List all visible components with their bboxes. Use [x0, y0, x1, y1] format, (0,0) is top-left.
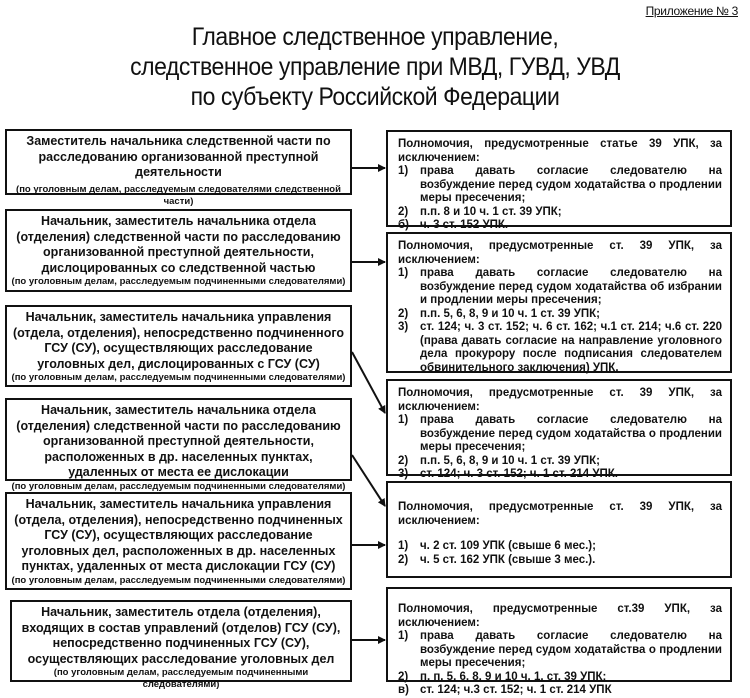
arrow-4	[352, 455, 385, 506]
position-note: (по уголовным делам, расследуемым подчиненными следователями)	[11, 372, 346, 383]
title-line-1: Главное следственное управление,	[191, 23, 559, 51]
powers-item: 2) п.п. 8 и 10 ч. 1 ст. 39 УПК;	[398, 205, 562, 218]
powers-item: 2) п. п. 5, 6, 8, 9 и 10 ч. 1, ст. 39 УПК;	[398, 670, 607, 683]
powers-head: Полномочия, предусмотренные ст.39 УПК, за исключением:	[398, 603, 722, 629]
powers-item: 1) права давать согласие следователю на возбуждение перед судом ходатайства о продлении меры пресечения;	[398, 165, 722, 204]
position-title: Начальник, заместитель начальника отдела (отделения) следственной части по расследованию организованной преступной деятельности, расположенных в др. населенных пунктах, удаленных от места ее дислокации	[16, 403, 341, 479]
powers-item: 3) ст. 124; ч. 3 ст. 152; ч. 1 ст. 214 УПК.	[398, 468, 618, 480]
powers-head: Полномочия, предусмотренные ст. 39 УПК, за исключением:	[398, 240, 722, 266]
powers-item: 1) права давать согласие следователю на возбуждение перед судом ходатайства об избрании и продлении меры пресечения;	[398, 267, 722, 306]
position-note: (по уголовным делам, расследуемым подчиненными следователями)	[11, 480, 346, 492]
position-note: (по уголовным делам, расследуемым следователями следственной части)	[16, 183, 341, 207]
appendix-label: Приложение № 3	[645, 4, 738, 18]
position-note: (по уголовным делам, расследуемым подчиненными следователями)	[11, 574, 346, 586]
powers-item: б) ч. 3 ст. 152 УПК.	[398, 219, 509, 231]
position-note: (по уголовным делам, расследуемым подчиненными следователями)	[11, 276, 346, 287]
title-line-3: по субъекту Российской Федерации	[190, 83, 560, 111]
powers-item: 2) п.п. 5, 6, 8, 9 и 10 ч. 1 ст. 39 УПК;	[398, 454, 600, 467]
position-title: Начальник, заместитель начальника управления (отдела, отделения), непосредственно подчиненного ГСУ (СУ), осуществляющих расследование уголовных дел, дислоцированных с ГСУ (СУ)	[12, 310, 345, 371]
position-title: Начальник, заместитель начальника отдела (отделения) следственной части по расследованию организованной преступной деятельности, дислоцированных со следственной частью	[16, 214, 341, 275]
position-title: Начальник, заместитель начальника управления (отдела, отделения), непосредственно подчиненных ГСУ (СУ), осуществляющих расследование уголовных дел, расположенных в др. населенных пунктах, удаленных от места дислокации ГСУ (СУ)	[14, 497, 343, 573]
powers-head: Полномочия, предусмотренные ст. 39 УПК, за исключением:	[398, 501, 722, 527]
powers-item: 1) ч. 2 ст. 109 УПК (свыше 6 мес.);	[398, 540, 596, 552]
position-note: (по уголовным делам, расследуемым подчиненными следователями)	[53, 667, 309, 690]
powers-item: 1) права давать согласие следователю на возбуждение перед судом ходатайства о продлении меры пресечения;	[398, 630, 722, 669]
powers-head: Полномочия, предусмотренные ст. 39 УПК, за исключением:	[398, 387, 722, 413]
position-title: Заместитель начальника следственной части по расследованию организованной преступной деятельности	[26, 134, 331, 179]
powers-item: 2) п.п. 5, 6, 8, 9 и 10 ч. 1 ст. 39 УПК;	[398, 307, 600, 320]
title-line-2: следственное управление при МВД, ГУВД, УВД	[130, 53, 620, 81]
powers-item: 2) ч. 5 ст. 162 УПК (свыше 3 мес.).	[398, 553, 596, 566]
arrow-3	[352, 352, 385, 413]
powers-head: Полномочия, предусмотренные статье 39 УПК, за исключением:	[398, 138, 722, 164]
position-title: Начальник, заместитель отдела (отделения), входящих в состав управлений (отделов) ГСУ (СУ), непосредственно подчиненных ГСУ (СУ), осуществляющих расследование уголовных дел	[21, 605, 341, 666]
powers-item: 3) ст. 124; ч. 3 ст. 152; ч. 6 ст. 162; ч.1 ст. 214; ч.6 ст. 220 (права давать согласие на направление уголовного дела прокурору после подписания следователем обвинительного заключения) УПК.	[398, 321, 722, 374]
powers-item: в) ст. 124; ч.3 ст. 152; ч. 1 ст. 214 УПК	[398, 684, 612, 696]
powers-item: 1) права давать согласие следователю на возбуждение перед судом ходатайства о продлении меры пресечения;	[398, 414, 722, 453]
